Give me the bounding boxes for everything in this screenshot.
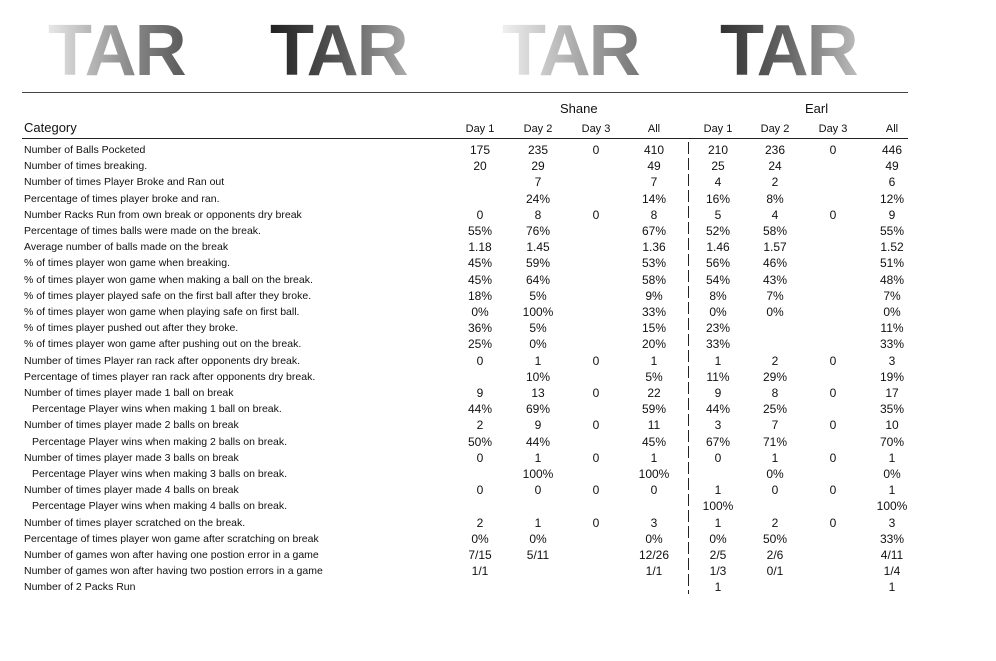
cell-value: 5% [645, 369, 663, 384]
cell-value: 33% [879, 337, 905, 352]
cell-value: 0% [529, 337, 547, 352]
cell-value: 0 [829, 386, 837, 400]
cell-value: 23% [705, 321, 731, 336]
cell-value: 0 [592, 353, 600, 368]
cell-value: 76% [525, 224, 551, 238]
cell-value: 0% [766, 305, 784, 319]
column-header: All [885, 123, 899, 135]
cell-value: 11 [647, 418, 661, 433]
cell-value: 1 [714, 483, 722, 498]
cell-value: 59% [641, 402, 667, 417]
cell-value: 1 [650, 353, 658, 368]
cell-value: 100% [876, 499, 908, 514]
cell-value: 3 [714, 418, 722, 433]
cell-value: 67% [641, 224, 667, 238]
cell-value: 1 [888, 580, 896, 595]
cell-value: 19% [879, 369, 905, 384]
cell-value: 0% [471, 531, 489, 546]
cell-value: 9% [645, 288, 663, 303]
cell-value: 4/11 [880, 548, 904, 562]
cell-value: 5 [714, 207, 722, 222]
column-header: All [647, 123, 661, 135]
cell-value: 24% [525, 191, 551, 206]
row-label: Number of games won after having two postion errors in a game [24, 565, 323, 578]
table-row [0, 174, 996, 190]
cell-value: 5/11 [526, 548, 550, 562]
table-row [0, 531, 996, 547]
table-row [0, 369, 996, 385]
cell-value: 4 [771, 207, 779, 222]
table-row [0, 482, 996, 498]
table-row [0, 547, 996, 563]
cell-value: 7 [534, 175, 542, 190]
cell-value: 53% [641, 256, 667, 271]
cell-value: 0% [883, 305, 901, 319]
table-row [0, 304, 996, 320]
cell-value: 0% [471, 305, 489, 319]
row-label: Number of times player made 3 balls on break [24, 451, 239, 464]
cell-value: 210 [707, 143, 729, 157]
cell-value: 22 [647, 386, 661, 400]
cell-value: 7 [650, 175, 658, 190]
row-label: Number of times breaking. [24, 160, 148, 173]
row-label: Average number of balls made on the break [24, 241, 229, 254]
cell-value: 20 [473, 159, 487, 174]
cell-value: 235 [527, 143, 549, 157]
cell-value: 45% [641, 434, 667, 449]
table-row [0, 142, 996, 158]
row-label: Number of times player made 4 balls on break [24, 484, 239, 497]
table-row [0, 255, 996, 271]
tar-logo: TAR [48, 11, 185, 91]
cell-value: 55% [879, 224, 905, 238]
cell-value: 1.57 [763, 240, 787, 255]
cell-value: 0 [592, 418, 600, 433]
cell-value: 0 [829, 483, 837, 498]
cell-value: 0 [592, 143, 600, 157]
cell-value: 8 [534, 207, 542, 222]
cell-value: 0% [709, 305, 727, 319]
cell-value: 1/1 [471, 564, 489, 579]
cell-value: 55% [467, 224, 493, 238]
cell-value: 70% [879, 434, 905, 449]
table-row [0, 191, 996, 207]
cell-value: 33% [641, 305, 667, 319]
cell-value: 0 [476, 483, 484, 498]
cell-value: 2 [771, 353, 779, 368]
cell-value: 33% [705, 337, 731, 352]
header-divider [22, 138, 908, 139]
row-label: Percentage Player wins when making 4 balls on break. [32, 500, 288, 513]
cell-value: 5% [529, 288, 547, 303]
table-row [0, 563, 996, 579]
cell-value: 0 [476, 207, 484, 222]
table-row [0, 353, 996, 369]
cell-value: 0 [829, 418, 837, 433]
cell-value: 9 [476, 386, 484, 400]
cell-value: 51% [879, 256, 905, 271]
table-row [0, 401, 996, 417]
cell-value: 2/5 [709, 548, 727, 562]
row-label: Percentage of times player ran rack after opponents dry break. [24, 370, 316, 383]
row-label: Number of 2 Packs Run [24, 581, 136, 594]
cell-value: 9 [534, 418, 542, 433]
table-row [0, 336, 996, 352]
row-label: % of times player won game when making a ball on the break. [24, 273, 313, 286]
table-row [0, 223, 996, 239]
cell-value: 0 [592, 483, 600, 498]
cell-value: 16% [705, 191, 731, 206]
cell-value: 33% [879, 531, 905, 546]
cell-value: 1 [714, 580, 722, 595]
tar-logo-banner [30, 11, 910, 91]
cell-value: 100% [522, 467, 554, 481]
cell-value: 0 [476, 450, 484, 465]
cell-value: 14% [641, 191, 667, 206]
cell-value: 1.18 [468, 240, 492, 255]
table-row [0, 239, 996, 255]
column-header: Day 1 [465, 123, 495, 135]
cell-value: 0 [592, 386, 600, 400]
cell-value: 100% [638, 467, 670, 481]
row-label: % of times player won game after pushing out on the break. [24, 338, 302, 351]
cell-value: 56% [705, 256, 731, 271]
cell-value: 7% [766, 288, 784, 303]
cell-value: 0 [829, 515, 837, 530]
cell-value: 0 [829, 450, 837, 465]
cell-value: 8 [650, 207, 658, 222]
row-label: Number of times player scratched on the break. [24, 516, 246, 529]
cell-value: 17 [885, 386, 899, 400]
cell-value: 2/6 [766, 548, 784, 562]
row-label: Percentage Player wins when making 1 ball on break. [32, 403, 282, 416]
cell-value: 0 [650, 483, 658, 498]
cell-value: 1.52 [880, 240, 904, 255]
cell-value: 7% [883, 288, 901, 303]
cell-value: 0 [771, 483, 779, 498]
tar-logo: TAR [720, 11, 857, 91]
cell-value: 0 [476, 353, 484, 368]
row-label: Number Racks Run from own break or opponents dry break [24, 208, 302, 221]
cell-value: 0% [709, 531, 727, 546]
row-label: Number of Balls Pocketed [24, 144, 146, 156]
cell-value: 100% [522, 305, 554, 319]
row-label: Number of times Player Broke and Ran out [24, 176, 225, 189]
cell-value: 64% [525, 272, 551, 287]
cell-value: 58% [641, 272, 667, 287]
cell-value: 29 [531, 159, 545, 174]
cell-value: 0 [592, 207, 600, 222]
cell-value: 4 [714, 175, 722, 190]
table-row [0, 320, 996, 336]
cell-value: 1 [534, 353, 542, 368]
table-row [0, 385, 996, 401]
cell-value: 0 [829, 353, 837, 368]
row-label: % of times player pushed out after they broke. [24, 322, 239, 335]
cell-value: 0 [534, 483, 542, 498]
column-header: Day 2 [523, 123, 553, 135]
cell-value: 10% [525, 369, 551, 384]
cell-value: 11% [706, 369, 730, 384]
cell-value: 9 [888, 207, 896, 222]
cell-value: 59% [525, 256, 551, 271]
row-label: Number of times Player ran rack after opponents dry break. [24, 354, 301, 367]
cell-value: 3 [650, 515, 658, 530]
cell-value: 43% [762, 272, 788, 287]
table-row [0, 207, 996, 223]
cell-value: 1.36 [642, 240, 666, 255]
cell-value: 54% [705, 272, 731, 287]
cell-value: 45% [467, 272, 493, 287]
cell-value: 175 [469, 143, 491, 157]
cell-value: 0 [829, 207, 837, 222]
row-label: % of times player won game when playing safe on first ball. [24, 306, 300, 318]
cell-value: 1 [714, 353, 722, 368]
cell-value: 1 [534, 515, 542, 530]
cell-value: 13 [531, 386, 545, 400]
cell-value: 1 [714, 515, 722, 530]
column-header: Day 3 [581, 123, 611, 135]
column-header: Day 1 [703, 123, 733, 135]
cell-value: 46% [762, 256, 788, 271]
cell-value: 12% [879, 191, 905, 206]
row-label: Percentage of times player broke and ran. [24, 192, 220, 205]
cell-value: 2 [771, 515, 779, 530]
cell-value: 5% [529, 321, 547, 336]
cell-value: 6 [888, 175, 896, 190]
cell-value: 44% [467, 402, 493, 417]
cell-value: 25 [711, 159, 725, 174]
row-label: Percentage of times balls were made on the break. [24, 225, 261, 237]
cell-value: 7/15 [468, 548, 492, 562]
column-header: Day 2 [760, 123, 790, 135]
tar-logo: TAR [502, 11, 639, 91]
cell-value: 8% [766, 191, 784, 206]
table-row [0, 498, 996, 514]
cell-value: 50% [467, 434, 493, 449]
table-row [0, 417, 996, 433]
cell-value: 1 [771, 450, 779, 465]
cell-value: 1/1 [645, 564, 663, 579]
cell-value: 7 [771, 418, 779, 433]
cell-value: 0% [766, 467, 784, 481]
cell-value: 1/3 [709, 564, 727, 579]
cell-value: 50% [762, 531, 788, 546]
cell-value: 0% [883, 467, 901, 481]
cell-value: 58% [762, 224, 788, 238]
cell-value: 20% [641, 337, 667, 352]
cell-value: 0% [529, 531, 547, 546]
cell-value: 71% [762, 434, 788, 449]
cell-value: 15% [641, 321, 667, 336]
cell-value: 48% [879, 272, 905, 287]
table-row [0, 579, 996, 595]
row-label: % of times player played safe on the first ball after they broke. [24, 289, 312, 302]
table-row [0, 515, 996, 531]
cell-value: 36% [467, 321, 493, 336]
cell-value: 1 [534, 450, 542, 465]
cell-value: 12/26 [638, 548, 670, 562]
cell-value: 24 [768, 159, 782, 174]
table-row [0, 288, 996, 304]
player-name-shane: Shane [560, 101, 598, 116]
cell-value: 1 [888, 483, 896, 498]
cell-value: 25% [762, 402, 788, 417]
cell-value: 0 [829, 143, 837, 157]
cell-value: 0 [592, 515, 600, 530]
cell-value: 52% [705, 224, 731, 238]
row-label: Number of games won after having one postion error in a game [24, 549, 319, 561]
divider [22, 92, 908, 93]
cell-value: 2 [771, 175, 779, 190]
cell-value: 18% [467, 288, 493, 303]
row-label: Percentage of times player won game after scratching on break [24, 532, 319, 545]
cell-value: 11% [880, 321, 904, 336]
cell-value: 410 [643, 143, 665, 157]
cell-value: 10 [885, 418, 899, 433]
row-label: Percentage Player wins when making 3 balls on break. [32, 468, 288, 480]
cell-value: 25% [467, 337, 493, 352]
cell-value: 0% [645, 531, 663, 546]
cell-value: 8% [709, 288, 727, 303]
cell-value: 44% [705, 402, 731, 417]
category-header: Category [24, 120, 77, 135]
cell-value: 1/4 [883, 564, 901, 579]
cell-value: 2 [476, 418, 484, 433]
cell-value: 0 [714, 450, 722, 465]
table-row [0, 272, 996, 288]
cell-value: 3 [888, 515, 896, 530]
table-row [0, 450, 996, 466]
cell-value: 3 [888, 353, 896, 368]
cell-value: 45% [467, 256, 493, 271]
cell-value: 44% [525, 434, 551, 449]
table-row [0, 158, 996, 174]
row-label: Number of times player made 2 balls on break [24, 419, 239, 432]
cell-value: 100% [702, 499, 734, 514]
cell-value: 35% [879, 402, 905, 417]
table-row [0, 434, 996, 450]
row-label: % of times player won game when breaking. [24, 257, 231, 270]
cell-value: 1.45 [526, 240, 550, 255]
cell-value: 1 [888, 450, 896, 465]
player-name-earl: Earl [805, 101, 829, 116]
column-header: Day 3 [818, 123, 848, 135]
cell-value: 0 [592, 450, 600, 465]
cell-value: 9 [714, 386, 722, 400]
cell-value: 2 [476, 515, 484, 530]
cell-value: 29% [762, 369, 788, 384]
cell-value: 0/1 [766, 564, 784, 579]
cell-value: 8 [771, 386, 779, 400]
row-label: Number of times player made 1 ball on break [24, 387, 234, 399]
cell-value: 236 [764, 143, 786, 157]
cell-value: 49 [885, 159, 899, 174]
table-row [0, 466, 996, 482]
cell-value: 1 [650, 450, 658, 465]
tar-logo: TAR [270, 11, 407, 91]
cell-value: 1.46 [706, 240, 730, 255]
row-label: Percentage Player wins when making 2 balls on break. [32, 435, 288, 448]
cell-value: 446 [881, 143, 903, 157]
cell-value: 49 [647, 159, 661, 174]
cell-value: 69% [525, 402, 551, 417]
cell-value: 67% [705, 434, 731, 449]
